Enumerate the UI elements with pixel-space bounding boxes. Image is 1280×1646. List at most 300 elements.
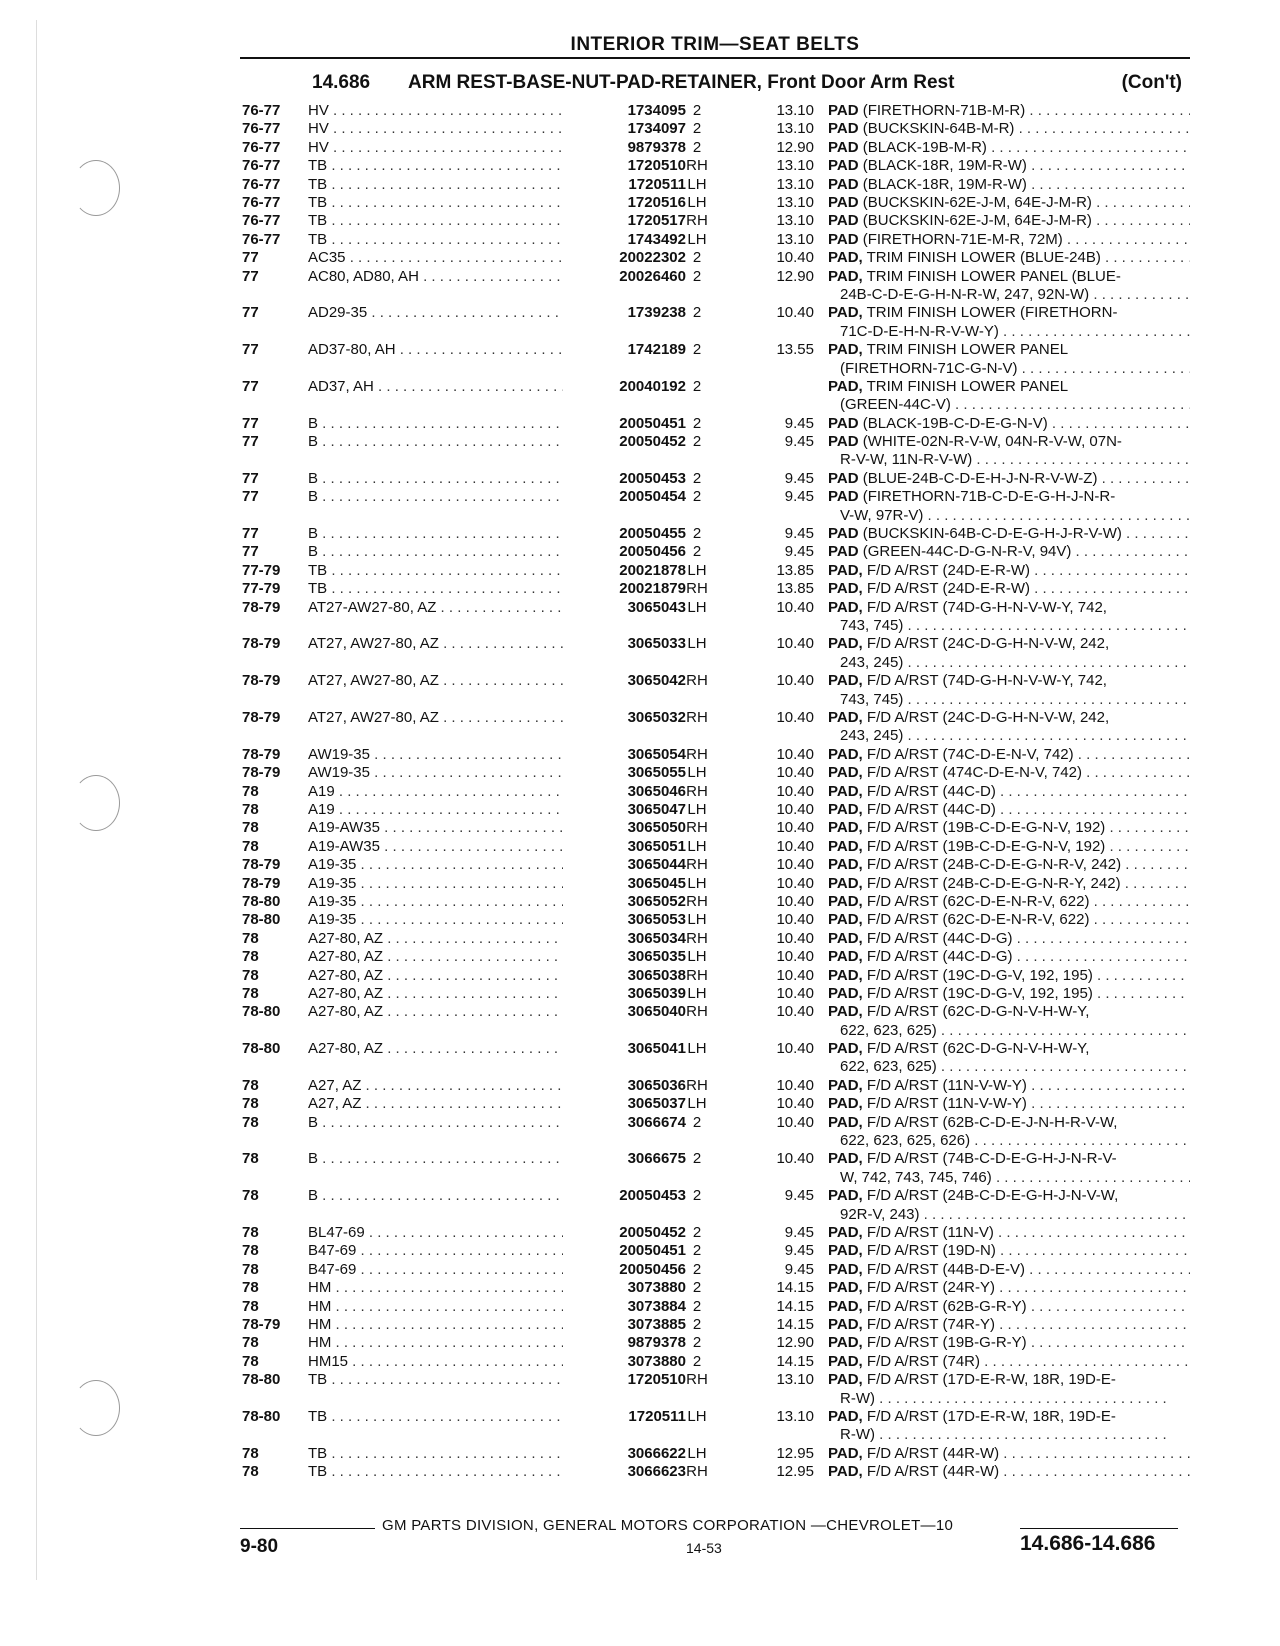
price-cell: 9.45: [784, 1260, 814, 1278]
price-cell: 10.40: [776, 966, 814, 984]
quantity-cell: RH: [686, 782, 708, 800]
table-row: [242, 120, 1192, 138]
price-cell: 10.40: [776, 635, 814, 653]
price-cell: 9.45: [784, 525, 814, 543]
part-number-cell: 3065042: [627, 672, 686, 690]
description-text: F/D A/RST (44C-D): [866, 801, 996, 818]
model-cell: A27-80, AZ . . .: [308, 967, 563, 985]
part-number-cell: 3065050: [627, 819, 686, 837]
quantity-cell: 2: [692, 341, 702, 359]
description-text: TRIM FINISH LOWER PANEL: [866, 377, 1069, 395]
model-cell: A19-35 . . .: [308, 856, 563, 874]
price-cell: 10.40: [776, 1095, 814, 1113]
model-cell: B . . .: [308, 415, 563, 433]
quantity-cell: RH: [686, 1463, 708, 1481]
description-text: F/D A/RST (62C-D-G-N-V-H-W-Y,: [866, 1040, 1090, 1058]
quantity-cell: 2: [692, 1334, 702, 1352]
description-text: TRIM FINISH LOWER (FIRETHORN-: [866, 304, 1118, 322]
quantity-cell: 2: [692, 377, 702, 395]
description-head: PAD,: [828, 856, 863, 874]
description-continuation: 71C-D-E-H-N-R-V-W-Y) . . .: [840, 323, 1190, 341]
year-cell: 78: [242, 1463, 259, 1481]
price-cell: 13.85: [776, 580, 814, 598]
part-number-cell: 20050456: [619, 543, 686, 561]
description-head: PAD: [828, 157, 859, 175]
price-cell: 13.10: [776, 175, 814, 193]
part-number-cell: 1720516: [627, 193, 686, 211]
description-text: F/D A/RST (24B-C-D-E-G-N-R-Y, 242): [866, 874, 1121, 892]
description-cell: [828, 1298, 1190, 1316]
table-row: [242, 580, 1192, 598]
part-number-cell: 3065045: [627, 874, 686, 892]
description-head: PAD,: [828, 764, 863, 782]
description-text: TRIM FINISH LOWER (BLUE-24B): [866, 249, 1101, 267]
part-number-cell: 3065032: [627, 709, 686, 727]
year-cell: 78: [242, 1444, 259, 1462]
description-text: F/D A/RST (19B-G-R-Y): [866, 1334, 1027, 1352]
description-cell: [828, 930, 1190, 948]
table-row: [242, 838, 1192, 856]
table-row: [242, 746, 1192, 764]
description-text: F/D A/RST (24C-D-G-H-N-V-W, 242,: [866, 709, 1110, 727]
description-text: F/D A/RST (74D-G-H-N-V-W-Y, 742,: [866, 672, 1107, 690]
description-head: PAD: [828, 525, 859, 543]
part-number-cell: 9879378: [627, 1334, 686, 1352]
part-number-cell: 20050456: [619, 1260, 686, 1278]
model-cell: A19-35 . . .: [308, 893, 563, 911]
table-row: [242, 819, 1192, 837]
year-cell: 78: [242, 929, 259, 947]
quantity-cell: RH: [686, 212, 708, 230]
table-row: [242, 599, 1192, 636]
year-cell: 77: [242, 267, 259, 285]
price-cell: 13.85: [776, 561, 814, 579]
quantity-cell: LH: [687, 948, 707, 966]
table-row: [242, 1114, 1192, 1151]
description-continuation: R-W) . . .: [840, 1426, 1190, 1444]
description-cell: [828, 1150, 1190, 1168]
table-row: [242, 1334, 1192, 1352]
model-cell: TB . . .: [308, 176, 563, 194]
description-cell: [828, 1445, 1190, 1463]
model-cell: HM15 . . .: [308, 1353, 563, 1371]
part-number-cell: 20021879: [619, 580, 686, 598]
description-text: F/D A/RST (19C-D-G-V, 192, 195): [866, 966, 1093, 984]
part-number-cell: 3073880: [627, 1352, 686, 1370]
part-number-cell: 1720517: [627, 212, 686, 230]
description-head: PAD,: [828, 672, 863, 690]
part-number-cell: 1720511: [628, 1407, 686, 1425]
description-text: F/D A/RST (44R-W): [866, 1463, 1000, 1481]
year-cell: 77-79: [242, 580, 281, 598]
description-text: F/D A/RST (44R-W): [866, 1444, 1000, 1462]
description-head: PAD,: [828, 745, 863, 763]
description-cell: [828, 911, 1190, 929]
description-continuation: 743, 745) . . .: [840, 617, 1190, 635]
description-text: (BLUE-24B-C-D-E-H-J-N-R-V-W-Z): [862, 469, 1098, 487]
description-cell: [828, 838, 1190, 856]
description-cell: [828, 433, 1190, 451]
year-cell: 78: [242, 1095, 259, 1113]
year-cell: 78: [242, 1187, 259, 1205]
table-row: [242, 967, 1192, 985]
year-cell: 76-77: [242, 157, 281, 175]
table-row: [242, 231, 1192, 249]
year-cell: 77: [242, 249, 259, 267]
price-cell: 10.40: [776, 249, 814, 267]
quantity-cell: 2: [692, 525, 702, 543]
model-cell: B . . .: [308, 1187, 563, 1205]
part-number-cell: 3065036: [627, 1076, 686, 1094]
year-cell: 77: [242, 377, 259, 395]
year-cell: 78: [242, 837, 259, 855]
quantity-cell: 2: [692, 1224, 702, 1242]
year-cell: 76-77: [242, 102, 281, 119]
part-number-cell: 3065040: [627, 1003, 686, 1021]
description-head: PAD,: [828, 377, 863, 395]
description-cell: [828, 1095, 1190, 1113]
table-row: [242, 543, 1192, 561]
description-text: F/D A/RST (11N-V-W-Y): [866, 1076, 1027, 1094]
description-head: PAD,: [828, 892, 863, 910]
description-text: (WHITE-02N-R-V-W, 04N-R-V-W, 07N-: [862, 433, 1122, 451]
description-text: F/D A/RST (62C-D-E-N-R-V, 622): [866, 892, 1090, 910]
year-cell: 78-79: [242, 672, 281, 690]
table-row: [242, 1463, 1192, 1481]
description-text: F/D A/RST (44C-D-G): [866, 948, 1013, 966]
quantity-cell: LH: [687, 801, 707, 818]
year-cell: 78-79: [242, 745, 281, 763]
table-row: [242, 304, 1192, 341]
price-cell: 9.45: [784, 1187, 814, 1205]
description-cell: [828, 249, 1190, 267]
year-cell: 78: [242, 1242, 259, 1260]
model-cell: A19-AW35 . . .: [308, 838, 563, 856]
quantity-cell: LH: [687, 1444, 707, 1462]
part-number-cell: 3065044: [627, 856, 686, 874]
year-cell: 78: [242, 1224, 259, 1242]
description-text: F/D A/RST (474C-D-E-N-V, 742): [866, 764, 1082, 782]
table-row: [242, 801, 1192, 819]
table-row: [242, 709, 1192, 746]
part-number-cell: 1742189: [627, 341, 686, 359]
model-cell: AC35 . . .: [308, 249, 563, 267]
description-text: F/D A/RST (19C-D-G-V, 192, 195): [866, 984, 1093, 1002]
part-number-cell: 3065043: [627, 598, 686, 616]
description-head: PAD,: [828, 1095, 863, 1113]
description-cell: [828, 194, 1190, 212]
part-number-cell: 3073884: [627, 1297, 686, 1315]
description-cell: [828, 157, 1190, 175]
year-cell: 78: [242, 782, 259, 800]
year-cell: 76-77: [242, 230, 281, 248]
price-cell: 10.40: [776, 782, 814, 800]
table-row: [242, 157, 1192, 175]
model-cell: HM . . .: [308, 1316, 563, 1334]
margin-line: [36, 20, 37, 1580]
model-cell: A19-35 . . .: [308, 911, 563, 929]
year-cell: 78-80: [242, 911, 281, 929]
model-cell: TB . . .: [308, 212, 563, 230]
table-row: [242, 1224, 1192, 1242]
quantity-cell: 2: [692, 469, 702, 487]
year-cell: 78-79: [242, 874, 281, 892]
price-cell: 13.10: [776, 1407, 814, 1425]
price-cell: 12.90: [776, 1334, 814, 1352]
price-cell: 13.10: [776, 120, 814, 138]
part-number-cell: 3066675: [627, 1150, 686, 1168]
description-head: PAD,: [828, 1187, 863, 1205]
description-cell: [828, 709, 1190, 727]
description-text: TRIM FINISH LOWER PANEL: [866, 341, 1069, 359]
description-cell: [828, 378, 1190, 396]
description-text: F/D A/RST (24R-Y): [866, 1279, 995, 1297]
description-text: (BUCKSKIN-62E-J-M, 64E-J-M-R): [862, 193, 1092, 211]
model-cell: AD37, AH . . .: [308, 378, 563, 396]
description-cell: [828, 1463, 1190, 1481]
description-text: F/D A/RST (24C-D-G-H-N-V-W, 242,: [866, 635, 1110, 653]
model-cell: B . . .: [308, 1114, 563, 1132]
description-cell: [828, 1371, 1190, 1389]
table-row: [242, 1298, 1192, 1316]
footer-rule-right: [1020, 1528, 1178, 1529]
description-text: F/D A/RST (11N-V): [866, 1224, 994, 1242]
quantity-cell: 2: [692, 1260, 702, 1278]
description-cell: [828, 875, 1190, 893]
description-cell: [828, 1334, 1190, 1352]
price-cell: 10.40: [776, 1150, 814, 1168]
price-cell: 10.40: [776, 837, 814, 855]
table-row: [242, 1242, 1192, 1260]
price-cell: 10.40: [776, 709, 814, 727]
quantity-cell: LH: [687, 837, 707, 855]
table-row: [242, 1316, 1192, 1334]
quantity-cell: LH: [687, 911, 707, 929]
description-head: PAD: [828, 488, 859, 506]
section-number: 14.686: [312, 72, 371, 93]
description-cell: [828, 562, 1190, 580]
price-cell: 10.40: [776, 1113, 814, 1131]
description-head: PAD,: [828, 966, 863, 984]
price-cell: 13.10: [776, 102, 814, 119]
quantity-cell: 2: [692, 1113, 702, 1131]
price-cell: 12.95: [776, 1463, 814, 1481]
description-head: PAD,: [828, 1113, 863, 1131]
description-cell: [828, 1279, 1190, 1297]
year-cell: 76-77: [242, 193, 281, 211]
year-cell: 77: [242, 469, 259, 487]
model-cell: A19 . . .: [308, 801, 563, 819]
description-cell: [828, 801, 1190, 819]
description-cell: [828, 543, 1190, 561]
part-number-cell: 20050452: [619, 1224, 686, 1242]
description-text: TRIM FINISH LOWER PANEL (BLUE-: [866, 267, 1121, 285]
description-head: PAD: [828, 469, 859, 487]
price-cell: 13.10: [776, 230, 814, 248]
part-number-cell: 20050453: [619, 469, 686, 487]
description-cell: [828, 1316, 1190, 1334]
quantity-cell: RH: [686, 709, 708, 727]
price-cell: 10.40: [776, 801, 814, 818]
description-cell: [828, 599, 1190, 617]
description-cell: [828, 1261, 1190, 1279]
model-cell: AT27, AW27-80, AZ . . .: [308, 635, 563, 653]
description-head: PAD,: [828, 249, 863, 267]
description-cell: [828, 212, 1190, 230]
model-cell: TB . . .: [308, 194, 563, 212]
page-header: INTERIOR TRIM—SEAT BELTS: [570, 34, 860, 55]
quantity-cell: LH: [687, 175, 707, 193]
quantity-cell: LH: [687, 1407, 707, 1425]
description-head: PAD,: [828, 1150, 863, 1168]
description-cell: [828, 1224, 1190, 1242]
description-continuation: 92R-V, 243) . . .: [840, 1206, 1190, 1224]
quantity-cell: 2: [692, 414, 702, 432]
price-cell: 9.45: [784, 469, 814, 487]
quantity-cell: RH: [686, 157, 708, 175]
description-continuation: R-V-W, 11N-R-V-W) . . .: [840, 451, 1190, 469]
description-cell: [828, 746, 1190, 764]
part-number-cell: 20050453: [619, 1187, 686, 1205]
description-cell: [828, 231, 1190, 249]
description-head: PAD: [828, 102, 859, 119]
description-continuation: 622, 623, 625) . . .: [840, 1058, 1190, 1076]
price-cell: 14.15: [776, 1352, 814, 1370]
quantity-cell: LH: [687, 764, 707, 782]
table-row: [242, 893, 1192, 911]
year-cell: 78: [242, 948, 259, 966]
price-cell: 10.40: [776, 1040, 814, 1058]
table-row: [242, 562, 1192, 580]
description-cell: [828, 580, 1190, 598]
description-text: F/D A/RST (11N-V-W-Y): [866, 1095, 1027, 1113]
table-row: [242, 212, 1192, 230]
model-cell: B . . .: [308, 488, 563, 506]
model-cell: TB . . .: [308, 580, 563, 598]
quantity-cell: RH: [686, 1076, 708, 1094]
year-cell: 78: [242, 1076, 259, 1094]
footer-page-number: 14-53: [686, 1540, 722, 1556]
model-cell: TB . . .: [308, 231, 563, 249]
part-number-cell: 1739238: [627, 304, 686, 322]
table-row: [242, 102, 1192, 120]
part-number-cell: 1720511: [628, 175, 686, 193]
part-number-cell: 3065039: [627, 984, 686, 1002]
model-cell: B . . .: [308, 433, 563, 451]
description-text: F/D A/RST (44B-D-E-V): [866, 1260, 1025, 1278]
part-number-cell: 20040192: [619, 377, 686, 395]
table-row: [242, 525, 1192, 543]
model-cell: AT27, AW27-80, AZ . . .: [308, 672, 563, 690]
description-text: F/D A/RST (74C-D-E-N-V, 742): [866, 745, 1074, 763]
year-cell: 78-79: [242, 856, 281, 874]
table-row: [242, 1279, 1192, 1297]
quantity-cell: 2: [692, 1352, 702, 1370]
price-cell: 13.10: [776, 1371, 814, 1389]
price-cell: 13.10: [776, 157, 814, 175]
table-row: [242, 176, 1192, 194]
quantity-cell: RH: [686, 892, 708, 910]
part-number-cell: 20026460: [619, 267, 686, 285]
model-cell: AT27, AW27-80, AZ . . .: [308, 709, 563, 727]
description-text: F/D A/RST (17D-E-R-W, 18R, 19D-E-: [866, 1371, 1116, 1389]
description-head: PAD,: [828, 1297, 863, 1315]
description-text: F/D A/RST (19B-C-D-E-G-N-V, 192): [866, 819, 1106, 837]
part-number-cell: 3065046: [627, 782, 686, 800]
model-cell: AD37-80, AH . . .: [308, 341, 563, 359]
model-cell: TB . . .: [308, 1408, 563, 1426]
table-row: [242, 1095, 1192, 1113]
part-number-cell: 20050451: [619, 414, 686, 432]
table-row: [242, 672, 1192, 709]
table-row: [242, 470, 1192, 488]
description-head: PAD,: [828, 1371, 863, 1389]
quantity-cell: 2: [692, 304, 702, 322]
description-text: (BLACK-18R, 19M-R-W): [862, 157, 1027, 175]
price-cell: 10.40: [776, 929, 814, 947]
description-cell: [828, 1003, 1190, 1021]
description-cell: [828, 893, 1190, 911]
table-row: [242, 378, 1192, 415]
model-cell: HM . . .: [308, 1334, 563, 1352]
part-number-cell: 3065041: [627, 1040, 686, 1058]
quantity-cell: LH: [687, 635, 707, 653]
part-number-cell: 20022302: [619, 249, 686, 267]
description-head: PAD,: [828, 984, 863, 1002]
description-continuation: (GREEN-44C-V) . . .: [840, 396, 1190, 414]
description-head: PAD,: [828, 1076, 863, 1094]
price-cell: 9.45: [784, 1224, 814, 1242]
price-cell: 13.10: [776, 193, 814, 211]
description-continuation: V-W, 97R-V) . . .: [840, 507, 1190, 525]
year-cell: 78: [242, 1150, 259, 1168]
model-cell: HM . . .: [308, 1298, 563, 1316]
year-cell: 77-79: [242, 561, 281, 579]
description-continuation: W, 742, 743, 745, 746) . . .: [840, 1169, 1190, 1187]
table-row: [242, 1353, 1192, 1371]
part-number-cell: 3065037: [627, 1095, 686, 1113]
section-title: ARM REST-BASE-NUT-PAD-RETAINER, Front Door Arm Rest: [408, 72, 955, 93]
description-head: PAD: [828, 212, 859, 230]
part-number-cell: 3073885: [627, 1316, 686, 1334]
description-cell: [828, 819, 1190, 837]
quantity-cell: RH: [686, 1003, 708, 1021]
description-text: F/D A/RST (74R): [866, 1352, 980, 1370]
description-cell: [828, 176, 1190, 194]
table-row: [242, 1150, 1192, 1187]
description-continuation: 622, 623, 625, 626) . . .: [840, 1132, 1190, 1150]
description-cell: [828, 1114, 1190, 1132]
header-rule: [240, 57, 1190, 59]
table-row: [242, 1408, 1192, 1445]
table-row: [242, 930, 1192, 948]
description-head: PAD: [828, 193, 859, 211]
year-cell: 76-77: [242, 120, 281, 138]
year-cell: 77: [242, 414, 259, 432]
table-row: [242, 433, 1192, 470]
footer-rule-left: [240, 1528, 375, 1529]
description-head: PAD: [828, 138, 859, 156]
model-cell: TB . . .: [308, 157, 563, 175]
model-cell: HM . . .: [308, 1279, 563, 1297]
price-cell: 10.40: [776, 948, 814, 966]
quantity-cell: LH: [687, 230, 707, 248]
price-cell: 10.40: [776, 911, 814, 929]
price-cell: 10.40: [776, 745, 814, 763]
model-cell: A19-35 . . .: [308, 875, 563, 893]
price-cell: 12.90: [776, 267, 814, 285]
quantity-cell: LH: [687, 874, 707, 892]
